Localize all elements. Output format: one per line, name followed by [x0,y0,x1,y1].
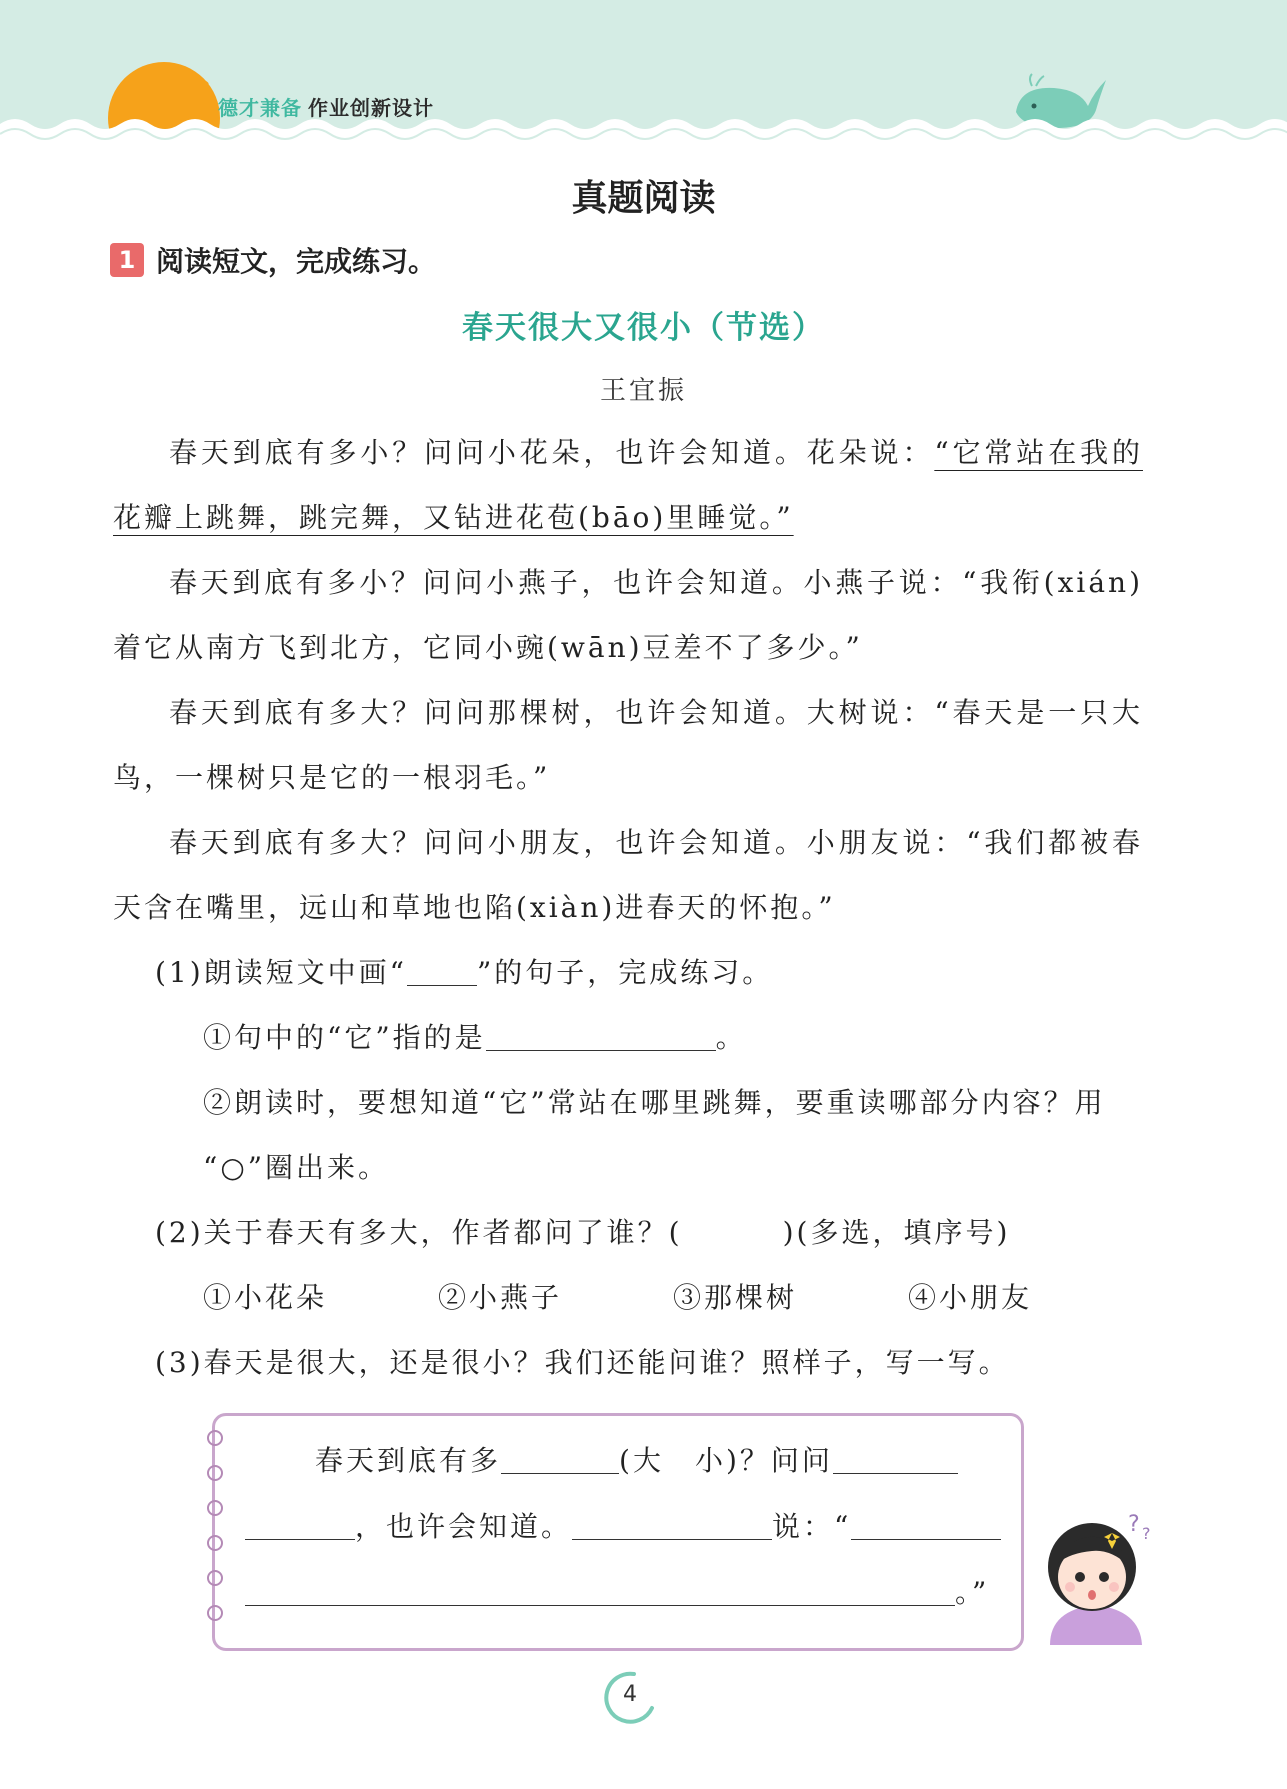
thinking-girl-illustration [1030,1505,1160,1645]
notebook-text-1a: 春天到底有多 [315,1444,502,1477]
blank-quote-2[interactable] [245,1577,955,1606]
story-paragraph-2: 春天到底有多小？问问小燕子，也许会知道。小燕子说：“我衔(xián)着它从南方飞到北方，它同小豌(wān)豆差不了多少。” [113,566,1143,664]
story-paragraph-4: 春天到底有多大？问问小朋友，也许会知道。小朋友说：“我们都被春天含在嘴里，远山和草地也陷(xiàn)进春天的怀抱。” [113,826,1143,924]
story-paragraph-1 [113,420,1143,550]
paragraph-1-text: 春天到底有多小？问问小花朵，也许会知道。花朵说： [169,436,935,469]
option-1: ①小花朵 [203,1281,328,1314]
header-band [0,0,1287,150]
subquestion-1-text: ①句中的“它”指的是 [203,1021,486,1054]
story-title: 春天很大又很小（节选） [462,310,825,346]
question-2-options [155,1265,1155,1330]
svg-text:?: ? [1128,1512,1140,1537]
notebook-text-3: 。” [955,1576,990,1609]
notebook-text-2b: 说：“ [772,1510,852,1543]
blank-size[interactable] [501,1445,619,1474]
series-title [218,92,434,121]
notebook-rings-icon [195,1428,235,1638]
subquestion-1-end: 。 [715,1021,747,1054]
questions [155,940,1155,1395]
subquestion-2-line-1: ②朗读时，要想知道“它”常站在哪里跳舞，要重读哪部分内容？用 [203,1086,1106,1119]
birds-icon [148,64,218,94]
story-body [113,420,1143,940]
question-1-text-a: (1)朗读短文中画“ [155,956,407,989]
question-2-text-a: (2)关于春天有多大，作者都问了谁？( [155,1216,683,1249]
blank-who-2[interactable] [245,1511,355,1540]
notebook-line-2 [245,1494,1005,1560]
notebook-line-3 [245,1560,1005,1626]
blank-who-1[interactable] [833,1445,958,1474]
question-number-badge: 1 [110,243,144,277]
notebook-writing-area [245,1428,1005,1626]
series-subtitle: 作业创新设计 [308,96,434,120]
story-author: 王宜振 [599,376,687,406]
blank-speaker[interactable] [572,1511,772,1540]
option-3: ③那棵树 [673,1281,798,1314]
option-4: ④小朋友 [908,1281,1033,1314]
question-2-text-b: )(多选，填序号) [782,1216,1011,1249]
question-3: (3)春天是很大，还是很小？我们还能问谁？照样子，写一写。 [155,1346,1010,1379]
wave-border [0,112,1287,150]
underline-sample [407,957,477,986]
question-1-1 [155,940,1155,1005]
page-title: 真题阅读 [571,178,716,219]
blank-quote-1[interactable] [851,1511,1001,1540]
question-1-header [110,240,436,280]
notebook-text-1b: (大 小)？问问 [619,1444,833,1477]
story-paragraph-3: 春天到底有多大？问问那棵树，也许会知道。大树说：“春天是一只大鸟，一棵树只是它的一根羽毛。” [113,696,1143,794]
question-1-instruction: 阅读短文，完成练习。 [156,245,437,278]
svg-text:?: ? [1142,1524,1151,1543]
subquestion-1 [155,1005,1155,1070]
page-number: 4 [623,1682,637,1707]
page-number-wrap [600,1668,660,1728]
answer-blank-1[interactable] [486,1022,716,1051]
subquestion-2-line-2: “○”圈出来。 [203,1151,390,1184]
notebook-text-2a: ，也许会知道。 [355,1510,573,1543]
series-brand: 德才兼备 [218,96,302,120]
question-2 [155,1200,1155,1265]
question-1-text-b: ”的句子，完成练习。 [476,956,774,989]
option-2: ②小燕子 [438,1281,563,1314]
notebook-line-1 [245,1428,1005,1494]
underlined-sentence: “它常站在我的花瓣上跳舞，跳完舞，又钻进花苞(bāo)里睡觉。” [113,436,1143,534]
